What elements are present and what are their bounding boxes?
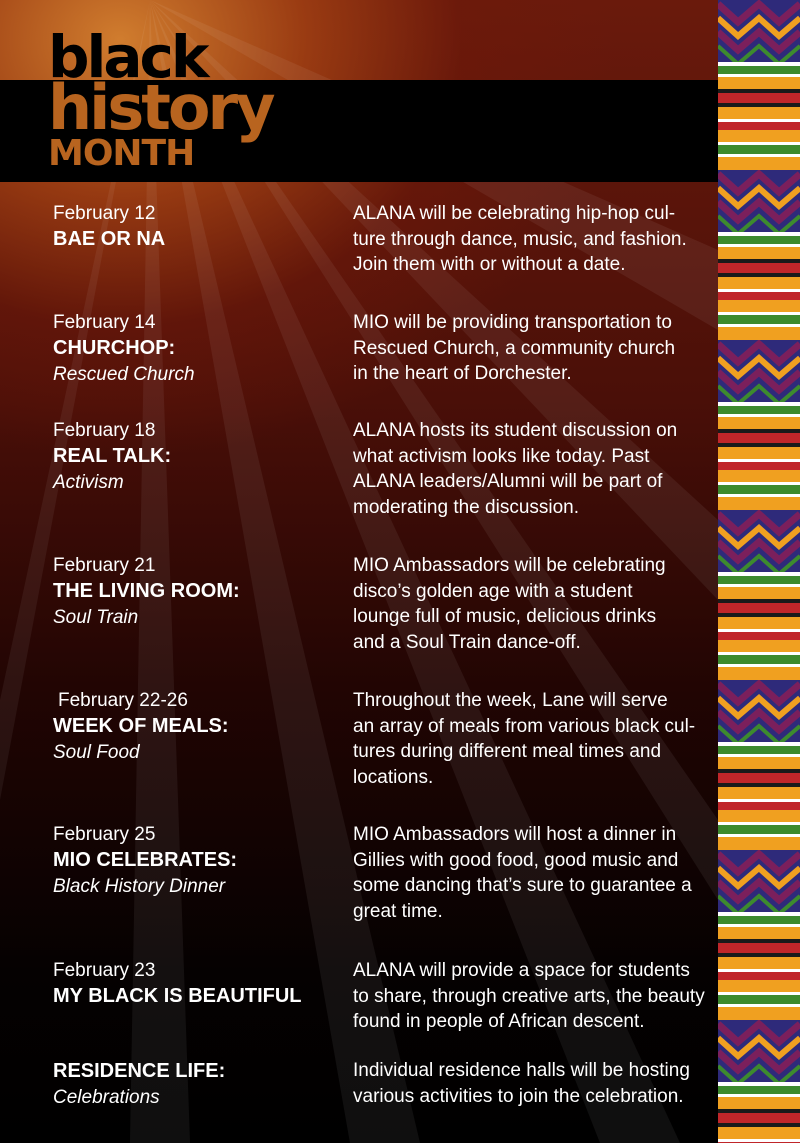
description-line: found in people of African descent. <box>353 1011 645 1032</box>
event-subtitle: Black History Dinner <box>53 876 226 897</box>
event-heading <box>53 1058 343 1110</box>
event-description <box>353 418 713 520</box>
event-description <box>353 958 713 1035</box>
event-date: February 18 <box>53 420 156 441</box>
description-line: disco’s golden age with a student <box>353 580 633 602</box>
event-heading <box>53 958 343 1010</box>
event-date: February 25 <box>53 824 156 845</box>
event-subtitle: Celebrations <box>53 1087 160 1108</box>
event-name: THE LIVING ROOM: <box>53 580 240 602</box>
description-line: locations. <box>353 766 434 788</box>
event-description <box>353 553 713 655</box>
event-name: REAL TALK: <box>53 445 172 467</box>
event-name: BAE OR NA <box>53 228 166 250</box>
event-subtitle: Rescued Church <box>53 364 195 385</box>
event-description <box>353 688 713 790</box>
description-line: great time. <box>353 900 443 922</box>
event-name: CHURCHOP: <box>53 337 176 359</box>
description-line: ture through dance, music, and fashion. <box>353 228 687 250</box>
description-line: Individual residence halls will be hosting <box>353 1060 690 1081</box>
description-line: ALANA hosts its student discussion on <box>353 420 678 441</box>
title-month: MONTH <box>48 133 195 174</box>
event-subtitle: Soul Food <box>53 742 140 763</box>
description-line: Rescued Church, a community church <box>353 337 676 359</box>
description-line: MIO will be providing transportation to <box>353 312 672 333</box>
event-heading <box>53 822 343 899</box>
event-date: February 21 <box>53 555 156 576</box>
event-heading <box>53 553 343 630</box>
description-line: MIO Ambassadors will host a dinner in <box>353 824 677 845</box>
event-heading <box>53 310 343 387</box>
description-line: what activism looks like today. Past <box>353 445 650 467</box>
description-line: tures during different meal times and <box>353 741 662 762</box>
event-heading <box>53 418 343 495</box>
description-line: ALANA will be celebrating hip-hop cul- <box>353 203 676 224</box>
description-line: to share, through creative arts, the beauty <box>353 985 705 1007</box>
description-line: moderating the discussion. <box>353 496 580 518</box>
description-line: Join them with or without a date. <box>353 254 626 275</box>
event-description <box>353 310 713 387</box>
event-date: February 14 <box>53 312 156 333</box>
event-subtitle: Soul Train <box>53 607 139 628</box>
description-line: ALANA will provide a space for students <box>353 960 690 981</box>
event-name: WEEK OF MEALS: <box>53 715 229 737</box>
event-name: MY BLACK IS BEAUTIFUL <box>53 985 302 1007</box>
event-date: February 22-26 <box>58 690 188 711</box>
event-name: RESIDENCE LIFE: <box>53 1060 226 1082</box>
title-black: black <box>48 23 207 91</box>
event-date: February 23 <box>53 960 156 981</box>
event-heading <box>53 688 343 765</box>
description-line: and a Soul Train dance-off. <box>353 631 581 653</box>
event-description <box>353 822 713 924</box>
description-line: some dancing that’s sure to guarantee a <box>353 875 692 896</box>
description-line: Throughout the week, Lane will serve <box>353 690 668 711</box>
event-heading <box>53 201 343 253</box>
description-line: MIO Ambassadors will be celebrating <box>353 555 666 576</box>
description-line: Gillies with good food, good music and <box>353 849 679 871</box>
event-description <box>353 1058 713 1109</box>
event-date: February 12 <box>53 203 156 224</box>
title-history: history <box>48 71 273 144</box>
event-subtitle: Activism <box>53 472 124 493</box>
description-line: in the heart of Dorchester. <box>353 363 572 384</box>
kente-border <box>718 0 800 1143</box>
description-line: lounge full of music, delicious drinks <box>353 606 657 627</box>
description-line: an array of meals from various black cul- <box>353 715 696 737</box>
event-name: MIO CELEBRATES: <box>53 849 238 871</box>
description-line: various activities to join the celebration. <box>353 1085 684 1107</box>
event-description <box>353 201 713 278</box>
description-line: ALANA leaders/Alumni will be part of <box>353 471 663 492</box>
